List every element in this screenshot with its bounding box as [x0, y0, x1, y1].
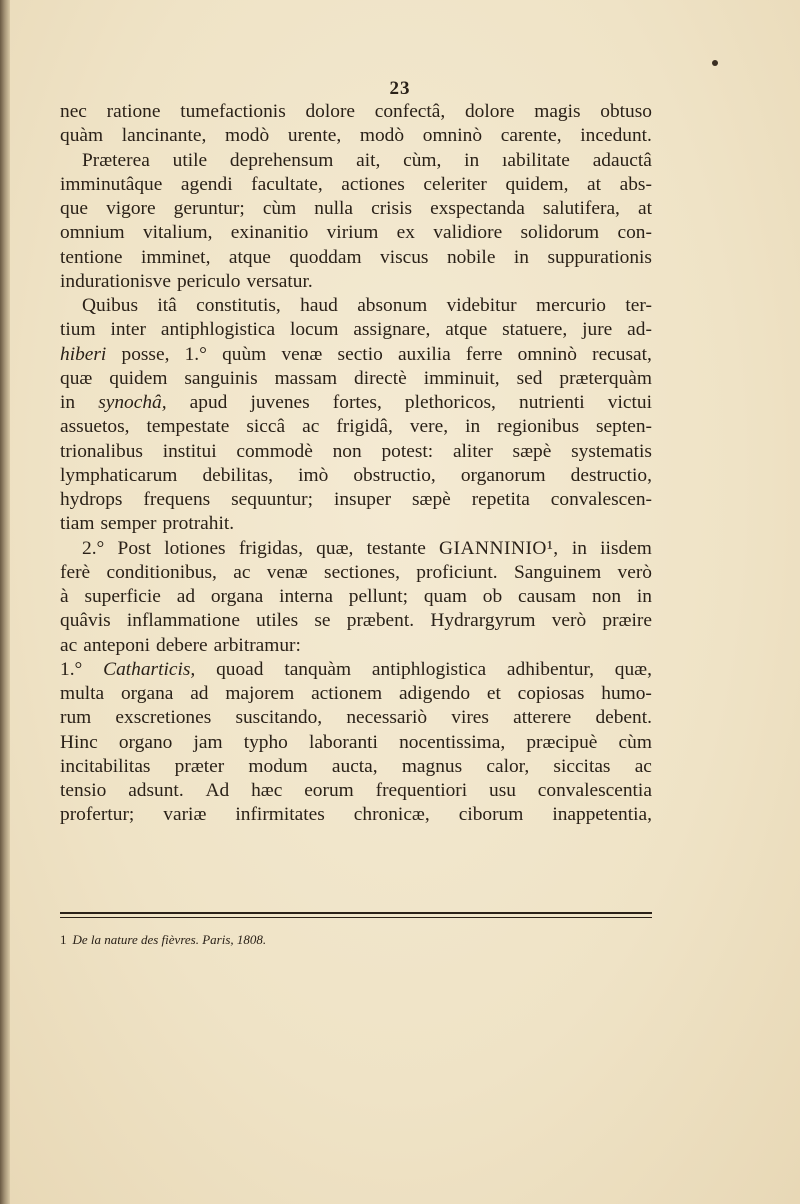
word: cùm [618, 731, 652, 753]
word: præbent. [346, 610, 415, 632]
word: quoddam [289, 246, 362, 268]
word: copiosas [517, 683, 585, 704]
word: imminuit, [423, 367, 500, 389]
word: magnus [401, 755, 463, 777]
word: nobile [446, 246, 496, 268]
word: siccâ [246, 416, 286, 438]
word: ad- [627, 319, 652, 341]
word: hæc [251, 780, 283, 801]
word: sectio [337, 343, 383, 365]
word: ad [190, 683, 209, 704]
word: omnium [60, 222, 125, 244]
word: superficie [84, 586, 161, 607]
word: locum [289, 319, 339, 341]
text-line [60, 270, 652, 294]
word: tentione [60, 246, 123, 268]
word: ex [396, 222, 415, 244]
word: incitabilitas [60, 755, 151, 777]
word: posse, [121, 343, 170, 365]
word: majorem [225, 683, 295, 704]
text-line [60, 318, 652, 342]
text-line [60, 343, 652, 367]
word: tempestate [146, 416, 230, 438]
word: suppurationis [547, 246, 652, 268]
word: utiles [256, 610, 299, 632]
word: vigore [106, 198, 156, 219]
text-line [60, 124, 652, 148]
word: sæpè [512, 440, 552, 462]
word: ciborum [458, 804, 524, 826]
word: ac [233, 561, 251, 583]
word: nutrienti [519, 392, 585, 413]
word: massam [274, 367, 338, 389]
word: protrahit. [162, 513, 235, 535]
word: exinanitio [230, 222, 309, 244]
word: quæ, [316, 537, 354, 559]
word: apud [189, 392, 228, 413]
word: 2.° [82, 537, 105, 559]
text-line [60, 149, 652, 173]
word: at [637, 198, 652, 219]
word: profertur; [60, 804, 135, 826]
word: ferè [60, 561, 91, 583]
word: jure [582, 319, 613, 341]
word: assignare, [353, 319, 431, 341]
word: rum [60, 707, 92, 729]
word: adauctâ [592, 149, 652, 171]
text-line [60, 537, 652, 561]
word: constitutis, [196, 295, 281, 316]
word: nulla [314, 198, 354, 219]
word: magis [534, 101, 581, 122]
word: debent. [595, 707, 652, 729]
word: sæpè [411, 489, 451, 510]
word: inflammatione [126, 610, 240, 632]
text-line [60, 512, 652, 536]
word: Ad [205, 780, 230, 801]
word: conditionibus, [106, 561, 217, 583]
word: debere [156, 634, 208, 656]
word: modum [248, 755, 308, 777]
word: calor, [486, 755, 530, 777]
word: non [591, 586, 622, 607]
word: dolore [305, 101, 356, 122]
word: lymphaticarum [60, 464, 178, 486]
word: exscretiones [115, 707, 212, 729]
word: aucta, [331, 755, 378, 777]
text-line [60, 731, 652, 755]
word: in [464, 149, 480, 171]
word: nocentissima, [399, 731, 506, 753]
word: variæ [163, 804, 207, 826]
word: atque [445, 319, 488, 341]
word: organa [210, 586, 264, 607]
word: haud [300, 295, 338, 316]
word: venæ [266, 561, 308, 583]
footnote-mark: 1 [60, 932, 67, 947]
word: 1.° [184, 343, 207, 365]
word: tium [60, 319, 96, 341]
word: chronicæ, [353, 804, 430, 826]
word: septen- [596, 416, 652, 438]
word: antiphlogistica [371, 658, 487, 680]
word: sanguinis [184, 367, 258, 389]
word: tanquàm [284, 658, 352, 680]
word: commodè [236, 440, 313, 462]
word: 1.° [60, 658, 83, 680]
word: obstructio, [353, 464, 436, 486]
word: suscitando, [235, 707, 323, 729]
word: videbitur [446, 295, 517, 316]
word: incedunt. [580, 125, 652, 147]
word: verò [617, 561, 652, 583]
word: multa [60, 683, 105, 704]
text-line [60, 294, 652, 318]
word: organo [118, 731, 173, 753]
word: GIANNINIO¹, [439, 537, 559, 559]
word: celeriter [423, 173, 487, 195]
word: quæ [60, 367, 93, 389]
footnote-rule [60, 912, 652, 918]
text-line [60, 464, 652, 488]
word: frequentiori [375, 780, 468, 801]
word: venæ [281, 343, 323, 365]
word: modò [359, 125, 405, 147]
word: carente, [500, 125, 562, 147]
word: Præterea [82, 149, 150, 171]
word: laboranti [309, 731, 378, 753]
word: frequens [143, 489, 211, 510]
word: atterere [513, 707, 572, 729]
word: quoad [216, 658, 264, 680]
word: inappetentia, [552, 804, 652, 826]
word: ıabilitate [502, 149, 570, 171]
word: et [486, 683, 501, 704]
word: hiberi [60, 343, 107, 365]
word: ac [634, 755, 652, 777]
word: que [60, 198, 88, 219]
word: confectâ, [374, 101, 446, 122]
word: virium [326, 222, 379, 244]
ink-spot [712, 60, 718, 66]
word: imò [298, 464, 329, 486]
body-text [60, 100, 652, 828]
word: sed [516, 367, 543, 389]
word: eorum [304, 780, 354, 801]
word: imminutâque [60, 173, 163, 195]
footnote [60, 932, 266, 948]
text-line [60, 197, 652, 221]
word: tumefactionis [180, 101, 286, 122]
word: actionem [311, 683, 383, 704]
text-line [60, 488, 652, 512]
word: typho [243, 731, 288, 753]
word: organa [120, 683, 174, 704]
word: institui [162, 440, 217, 462]
word: regionibus [497, 416, 580, 438]
text-line [60, 706, 652, 730]
word: abs- [619, 173, 652, 195]
word: destructio, [570, 464, 652, 486]
word: omninò [422, 125, 483, 147]
word: jam [193, 731, 223, 753]
word: à [60, 586, 69, 607]
word: modò [225, 125, 270, 147]
word: ter- [625, 295, 652, 316]
text-line [60, 755, 652, 779]
word: versatur. [246, 270, 313, 292]
word: vitalium, [142, 222, 213, 244]
word: ad [176, 586, 196, 607]
text-line [60, 682, 652, 706]
word: cùm [262, 198, 297, 219]
word: iisdem [600, 537, 652, 559]
word: juvenes [250, 392, 310, 413]
word: præter [174, 755, 225, 777]
word: Sanguinem [513, 561, 602, 583]
word: assuetos, [60, 416, 130, 438]
footnote-text: De la nature des fièvres. Paris, 1808. [72, 932, 267, 947]
word: convalescentia [537, 780, 652, 801]
word: actiones [341, 173, 405, 195]
word: Post [117, 537, 151, 559]
word: salutifera, [542, 198, 620, 219]
word: vires [451, 707, 489, 729]
word: lotiones [164, 537, 226, 559]
word: directè [354, 367, 407, 389]
word: debilitas, [202, 464, 274, 486]
text-line [60, 658, 652, 682]
word: quidem [109, 367, 168, 389]
word: adsunt. [128, 780, 184, 801]
word: atque [228, 246, 271, 268]
word: urente, [287, 125, 342, 147]
text-line [60, 585, 652, 609]
word: in [513, 246, 529, 268]
word: quâvis [60, 610, 111, 632]
word: utile [172, 149, 208, 171]
word: infirmitates [235, 804, 325, 826]
word: sectiones, [324, 561, 400, 583]
word: nec [60, 101, 87, 122]
word: necessariò [346, 707, 428, 729]
word: synochâ, [98, 392, 167, 413]
word: mercurio [536, 295, 606, 316]
word: ratione [106, 101, 161, 122]
word: agendi [180, 173, 233, 195]
word: tiam [60, 513, 95, 535]
word: at [587, 173, 602, 195]
word: Hinc [60, 731, 98, 753]
word: ac [60, 634, 78, 656]
word: frigidâ, [336, 416, 393, 438]
word: imminet, [140, 246, 211, 268]
word: verò [551, 610, 587, 632]
word: quam [423, 586, 467, 607]
word: recusat, [592, 343, 652, 365]
word: trionalibus [60, 440, 143, 462]
word: antiphlogistica [160, 319, 276, 341]
word: humo- [601, 683, 652, 704]
word: in [465, 416, 481, 438]
word: quùm [222, 343, 267, 365]
word: frigidas, [238, 537, 303, 559]
word: causam [517, 586, 577, 607]
word: auxilia [397, 343, 451, 365]
page-number: 23 [389, 78, 411, 99]
word: Hydrargyrum [430, 610, 536, 632]
word: hydrops [60, 489, 123, 510]
word: se [314, 610, 331, 632]
text-line [60, 561, 652, 585]
word: facultate, [251, 173, 323, 195]
word: repetita [471, 489, 530, 510]
word: solidorum [520, 222, 600, 244]
word: cùm, [403, 149, 442, 171]
word: anteponi [83, 634, 150, 656]
word: absonum [357, 295, 428, 316]
word: deprehensum [229, 149, 334, 171]
word: arbitramur: [213, 634, 301, 656]
word: Quibus [82, 295, 139, 316]
word: testante [366, 537, 426, 559]
word: ac [302, 416, 320, 438]
text-line [60, 221, 652, 245]
text-line [60, 246, 652, 270]
word: viscus [380, 246, 429, 268]
word: usu [489, 780, 516, 801]
text-line [60, 100, 652, 124]
word: tensio [60, 780, 107, 801]
word: pellunt; [348, 586, 409, 607]
word: plethoricos, [404, 392, 496, 413]
word: aliter [452, 440, 493, 462]
word: exspectanda [430, 198, 525, 219]
word: in [60, 392, 76, 413]
word: itâ [157, 295, 177, 316]
word: adhibentur, [506, 658, 594, 680]
word: adigendo [398, 683, 471, 704]
word: crisis [371, 198, 413, 219]
word: validiore [433, 222, 503, 244]
word: sequuntur; [231, 489, 313, 510]
word: semper [100, 513, 157, 535]
word: quidem, [505, 173, 569, 195]
word: præcipuè [526, 731, 598, 753]
word: vere, [409, 416, 449, 438]
word: omninò [517, 343, 577, 365]
text-line [60, 173, 652, 197]
word: proficiunt. [416, 561, 498, 583]
text-line [60, 440, 652, 464]
word: potest: [381, 440, 434, 462]
word: in [571, 537, 587, 559]
word: obtuso [600, 101, 652, 122]
text-line [60, 391, 652, 415]
word: præire [602, 610, 652, 632]
word: non [332, 440, 362, 462]
word: convalescen- [550, 489, 652, 510]
word: insuper [333, 489, 392, 510]
word: geruntur; [173, 198, 245, 219]
word: periculo [176, 270, 241, 292]
word: dolore [464, 101, 515, 122]
text-line [60, 367, 652, 391]
text-line [60, 634, 652, 658]
word: organorum [460, 464, 546, 486]
word: lancinante, [121, 125, 207, 147]
word: ob [482, 586, 503, 607]
word: in [636, 586, 652, 607]
word: fortes, [332, 392, 382, 413]
word: indurationisve [60, 270, 171, 292]
word: inter [110, 319, 146, 341]
word: quàm [60, 125, 104, 147]
word: ferre [465, 343, 503, 365]
word: interna [279, 586, 333, 607]
word: ait, [356, 149, 381, 171]
text-line [60, 803, 652, 827]
word: statuere, [502, 319, 568, 341]
word: con- [617, 222, 652, 244]
word: siccitas [553, 755, 611, 777]
word: Catharticis, [103, 658, 196, 680]
text-line [60, 779, 652, 803]
word: quæ, [614, 658, 652, 680]
word: systematis [571, 440, 652, 462]
word: præterquàm [559, 367, 652, 389]
word: victui [607, 392, 652, 413]
text-line [60, 415, 652, 439]
text-line [60, 609, 652, 633]
binding-edge [0, 0, 10, 1204]
